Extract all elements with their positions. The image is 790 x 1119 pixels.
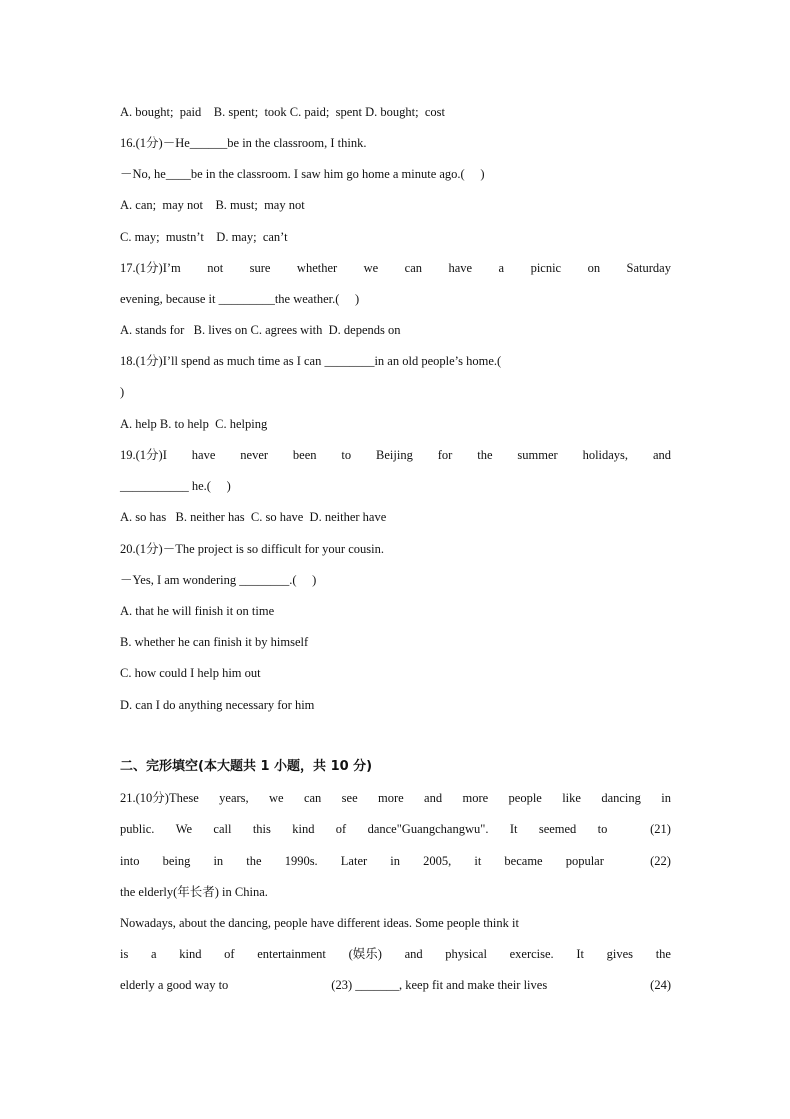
passage-line4: the elderly(年长者) in China. xyxy=(120,885,268,899)
passage-line2 xyxy=(120,821,671,837)
word: on xyxy=(587,261,601,275)
word: kind xyxy=(179,947,202,961)
word: 2005, xyxy=(423,854,452,868)
word: can xyxy=(404,261,423,275)
word: been xyxy=(292,448,317,462)
passage-line5: Nowadays, about the dancing, people have different ideas. Some people think it xyxy=(120,916,519,930)
word: popular xyxy=(565,854,604,868)
q20-option-a: A. that he will finish it on time xyxy=(120,604,275,618)
word: can xyxy=(303,791,322,805)
word: being xyxy=(162,854,191,868)
word: gives xyxy=(606,947,634,961)
q18-question-line1: 18.(1分)I’ll spend as much time as I can ________in an old people’s home.( xyxy=(120,354,502,368)
passage-line1 xyxy=(120,790,671,806)
word: of xyxy=(224,947,235,961)
phrase: (23) _______, keep fit and make their lives xyxy=(331,978,548,992)
word: and xyxy=(424,791,443,805)
word: it xyxy=(474,854,482,868)
word: for xyxy=(437,448,453,462)
word: Saturday xyxy=(626,261,671,275)
word: have xyxy=(191,448,216,462)
word: entertainment xyxy=(257,947,326,961)
word: we xyxy=(269,791,284,805)
word: It xyxy=(576,947,584,961)
q20-question: 20.(1分)－The project is so difficult for your cousin. xyxy=(120,542,384,556)
blank-number: (21) xyxy=(650,822,671,836)
word: became xyxy=(504,854,543,868)
phrase: elderly a good way to xyxy=(120,978,229,992)
word: to xyxy=(597,822,608,836)
q17-question-line1 xyxy=(120,260,671,276)
q16-question: 16.(1分)－He______be in the classroom, I think. xyxy=(120,136,367,150)
word: see xyxy=(341,791,358,805)
word: we xyxy=(363,261,379,275)
word: like xyxy=(562,791,581,805)
q20-option-d: D. can I do anything necessary for him xyxy=(120,698,315,712)
word: more xyxy=(378,791,404,805)
passage-line7 xyxy=(120,977,671,993)
blank-number: (24) xyxy=(650,978,671,992)
word: 21.(10分)These xyxy=(120,791,199,805)
word: this xyxy=(252,822,271,836)
q17-options: A. stands for B. lives on C. agrees with D. depends on xyxy=(120,323,401,337)
word: exercise. xyxy=(509,947,554,961)
q17-question-line2: evening, because it _________the weather.( ) xyxy=(120,292,360,306)
word: 1990s. xyxy=(284,854,318,868)
q18-question-line2: ) xyxy=(120,385,125,399)
word: Beijing xyxy=(376,448,413,462)
word: the xyxy=(246,854,262,868)
word: seemed xyxy=(538,822,577,836)
word: picnic xyxy=(530,261,562,275)
word: (娱乐) xyxy=(348,947,382,961)
word: people xyxy=(508,791,542,805)
word: not xyxy=(207,261,224,275)
word: whether xyxy=(296,261,338,275)
word: call xyxy=(213,822,232,836)
word: in xyxy=(390,854,401,868)
q15-options: A. bought; paid B. spent; took C. paid; spent D. bought; cost xyxy=(120,105,445,119)
blank-number: (22) xyxy=(650,854,671,868)
word: dance"Guangchangwu". xyxy=(367,822,489,836)
q20-option-c: C. how could I help him out xyxy=(120,666,261,680)
word: dancing xyxy=(601,791,641,805)
word: in xyxy=(213,854,224,868)
q19-options: A. so has B. neither has C. so have D. neither have xyxy=(120,510,387,524)
q20-option-b: B. whether he can finish it by himself xyxy=(120,635,309,649)
word: sure xyxy=(249,261,271,275)
word: a xyxy=(151,947,157,961)
passage-line6 xyxy=(120,946,671,962)
q20-response: －Yes, I am wondering ________.( ) xyxy=(120,573,317,587)
word: have xyxy=(448,261,473,275)
word: We xyxy=(175,822,193,836)
word: is xyxy=(120,947,129,961)
word: to xyxy=(341,448,352,462)
word: kind xyxy=(292,822,315,836)
word: physical xyxy=(445,947,487,961)
word: and xyxy=(652,448,671,462)
word: never xyxy=(240,448,269,462)
word: Later xyxy=(340,854,368,868)
passage-line3 xyxy=(120,853,671,869)
word: 19.(1分)I xyxy=(120,448,167,462)
q16-response: －No, he____be in the classroom. I saw him go home a minute ago.( ) xyxy=(120,167,485,181)
word: the xyxy=(655,947,671,961)
word: into xyxy=(120,854,140,868)
q19-question-line2: ___________ he.( ) xyxy=(120,479,231,493)
q16-options-ab: A. can; may not B. must; may not xyxy=(120,198,305,212)
q16-options-cd: C. may; mustn’t D. may; can’t xyxy=(120,230,288,244)
section-heading: 二、完形填空(本大题共 1 小题，共 10 分) xyxy=(120,759,373,774)
word: the xyxy=(477,448,493,462)
word: in xyxy=(661,791,671,805)
word: holidays, xyxy=(582,448,629,462)
word: and xyxy=(404,947,423,961)
q18-options: A. help B. to help C. helping xyxy=(120,417,268,431)
word: years, xyxy=(219,791,249,805)
q19-question-line1 xyxy=(120,447,671,463)
word: a xyxy=(498,261,505,275)
word: 17.(1分)I’m xyxy=(120,261,181,275)
word: public. xyxy=(120,822,155,836)
word: of xyxy=(335,822,347,836)
word: It xyxy=(509,822,518,836)
word: summer xyxy=(517,448,558,462)
word: more xyxy=(462,791,489,805)
